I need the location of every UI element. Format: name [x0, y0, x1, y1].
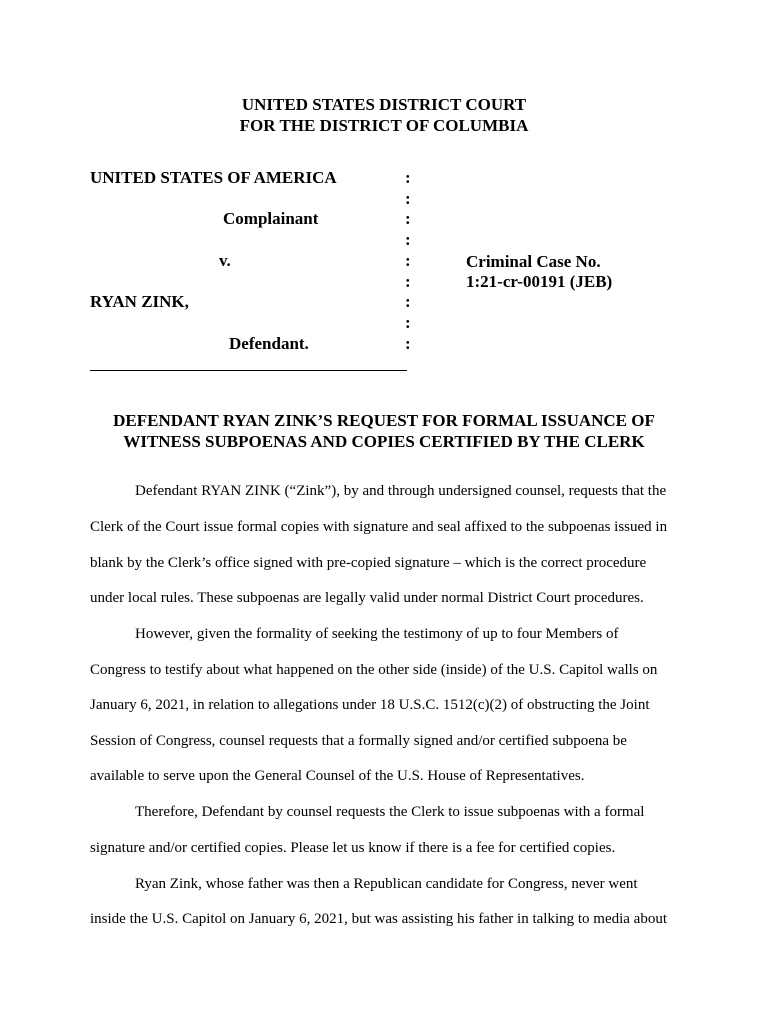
body-line: Congress to testify about what happened on the other side (inside) of the U.S. Capitol walls on [90, 662, 658, 678]
body-line: under local rules. These subpoenas are legally valid under normal District Court procedures. [90, 590, 644, 606]
body-line: Therefore, Defendant by counsel requests the Clerk to issue subpoenas with a formal [135, 804, 645, 820]
body-line: available to serve upon the General Counsel of the U.S. House of Representatives. [90, 768, 585, 784]
body-line: Ryan Zink, whose father was then a Republican candidate for Congress, never went [135, 876, 638, 892]
court-heading [0, 94, 768, 136]
caption-colon: : [405, 189, 411, 208]
court-district: FOR THE DISTRICT OF COLUMBIA [239, 116, 529, 135]
title-line: WITNESS SUBPOENAS AND COPIES CERTIFIED BY THE CLERK [123, 432, 645, 451]
plaintiff-name: UNITED STATES OF AMERICA [90, 168, 337, 187]
court-name: UNITED STATES DISTRICT COURT [241, 95, 527, 114]
body-line: Clerk of the Court issue formal copies with signature and seal affixed to the subpoenas issued in [90, 519, 668, 535]
body-line: Session of Congress, counsel requests that a formally signed and/or certified subpoena be [90, 733, 627, 749]
defendant-role: Defendant. [229, 334, 309, 353]
defendant-name: RYAN ZINK, [90, 292, 189, 311]
caption-colon: : [405, 209, 411, 228]
caption-colon: : [405, 251, 411, 270]
caption-divider [90, 370, 407, 371]
caption-colon: : [405, 313, 411, 332]
body-line: January 6, 2021, in relation to allegations under 18 U.S.C. 1512(c)(2) of obstructing the Joint [90, 697, 650, 713]
body-line: signature and/or certified copies. Please let us know if there is a fee for certified copies. [90, 840, 616, 856]
title-line: DEFENDANT RYAN ZINK’S REQUEST FOR FORMAL ISSUANCE OF [113, 411, 655, 430]
caption-colon: : [405, 292, 411, 311]
caption-colon: : [405, 334, 411, 353]
caption-colon: : [405, 230, 411, 249]
case-info [466, 252, 612, 292]
versus-label: v. [219, 251, 231, 270]
case-number: 1:21-cr-00191 (JEB) [466, 272, 613, 291]
body-line: blank by the Clerk’s office signed with pre-copied signature – which is the correct procedure [90, 555, 647, 571]
case-label: Criminal Case No. [466, 252, 601, 271]
caption-colon: : [405, 168, 411, 187]
plaintiff-role: Complainant [223, 209, 319, 228]
body-line: Defendant RYAN ZINK (“Zink”), by and through undersigned counsel, requests that the [135, 483, 667, 499]
body-line: inside the U.S. Capitol on January 6, 2021, but was assisting his father in talking to media about [90, 911, 668, 927]
caption-colon: : [405, 272, 411, 291]
body-line: However, given the formality of seeking the testimony of up to four Members of [135, 626, 619, 642]
document-title [60, 410, 708, 452]
